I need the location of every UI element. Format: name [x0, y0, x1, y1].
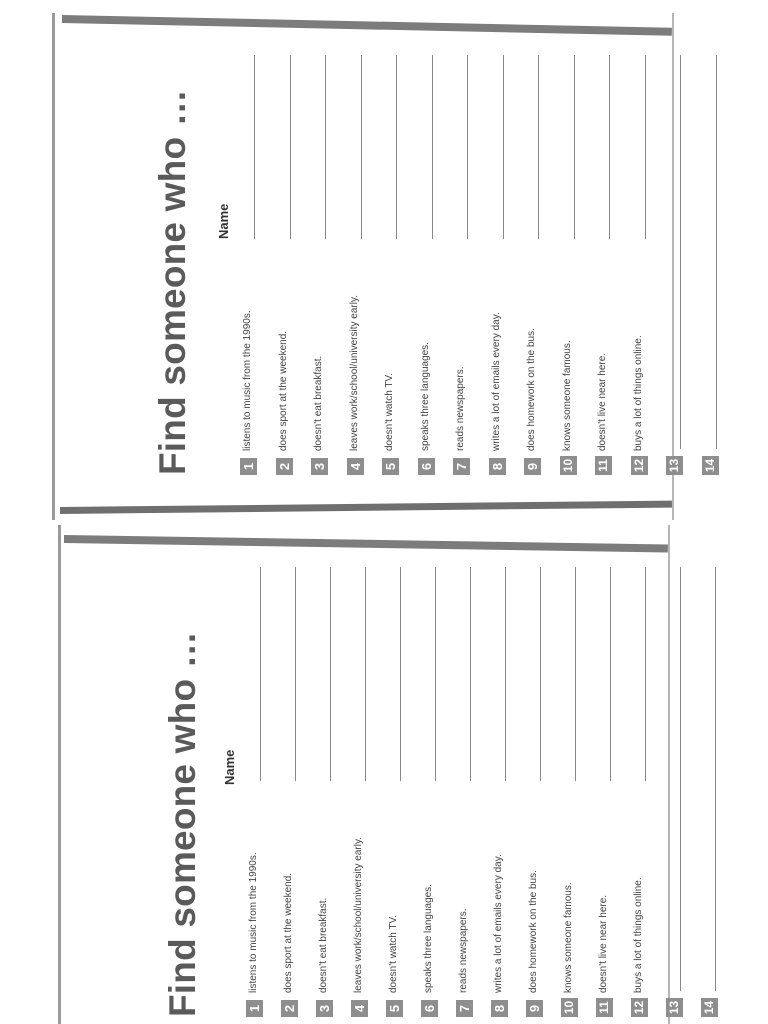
list-item: [240, 55, 260, 475]
answer-line[interactable]: [260, 567, 261, 781]
list-item: [281, 567, 301, 1017]
answer-line[interactable]: [609, 55, 610, 239]
item-prompt: speaks three languages.: [423, 884, 434, 993]
answer-line[interactable]: [538, 55, 539, 239]
item-prompt: listens to music from the 1990s.: [242, 310, 253, 451]
list-item: [701, 567, 721, 1017]
list-item: [421, 567, 441, 1017]
list-item: [311, 55, 331, 475]
answer-line[interactable]: [645, 567, 646, 781]
answer-line[interactable]: [254, 55, 255, 239]
item-number-badge: 2: [281, 1000, 298, 1017]
item-number-badge: 1: [246, 1000, 263, 1017]
list-item: [347, 55, 367, 475]
list-item: [560, 55, 580, 475]
item-prompt: listens to music from the 1990s.: [248, 852, 259, 993]
list-item: [561, 567, 581, 1017]
item-prompt: writes a lot of emails every day.: [493, 854, 504, 993]
item-number-badge: 3: [311, 458, 328, 475]
item-number-badge: 13: [666, 998, 683, 1017]
answer-line[interactable]: [325, 55, 326, 239]
answer-line[interactable]: [467, 55, 468, 239]
list-item: [351, 567, 371, 1017]
list-item: [276, 55, 296, 475]
item-number-badge: 6: [418, 458, 435, 475]
item-prompt: buys a lot of things online.: [633, 877, 644, 993]
answer-line[interactable]: [645, 55, 646, 239]
answer-line[interactable]: [361, 55, 362, 239]
answer-line[interactable]: [295, 567, 296, 781]
item-prompt: doesn't eat breakfast.: [318, 897, 329, 993]
answer-line[interactable]: [715, 567, 716, 991]
list-item: [418, 55, 438, 475]
answer-line[interactable]: [435, 567, 436, 781]
answer-line[interactable]: [716, 55, 717, 449]
sheet-edge: [58, 525, 61, 1024]
list-item: [491, 567, 511, 1017]
answer-line[interactable]: [470, 567, 471, 781]
answer-line[interactable]: [365, 567, 366, 781]
answer-line[interactable]: [505, 567, 506, 781]
answer-line[interactable]: [503, 55, 504, 239]
item-prompt: writes a lot of emails every day.: [490, 312, 502, 451]
item-prompt: does sport at the weekend.: [277, 330, 289, 451]
item-number-badge: 6: [421, 1000, 438, 1017]
item-number-badge: 1: [240, 458, 257, 475]
item-number-badge: 10: [560, 456, 577, 475]
list-item: [246, 567, 266, 1017]
item-number-badge: 5: [386, 1000, 403, 1017]
item-prompt: leaves work/school/university early.: [348, 295, 360, 451]
item-prompt: does homework on the bus.: [528, 870, 539, 993]
item-number-badge: 11: [596, 998, 613, 1017]
item-number-badge: 11: [595, 456, 612, 475]
sheet-edge: [52, 13, 55, 520]
item-number-badge: 7: [456, 1000, 473, 1017]
item-number-badge: 3: [316, 1000, 333, 1017]
top-bar: [62, 15, 672, 36]
list-item: [595, 55, 615, 475]
item-number-badge: 5: [382, 458, 399, 475]
item-number-badge: 13: [666, 456, 683, 475]
list-item: [524, 55, 544, 475]
item-number-badge: 14: [702, 456, 719, 475]
name-column-header: Name: [222, 749, 237, 785]
list-item: [456, 567, 476, 1017]
item-prompt: does homework on the bus.: [526, 328, 537, 451]
list-item: [631, 55, 651, 475]
answer-line[interactable]: [680, 567, 681, 991]
item-number-badge: 8: [489, 458, 506, 475]
list-item: [666, 567, 686, 1017]
answer-line[interactable]: [575, 567, 576, 781]
item-prompt: doesn't watch TV.: [388, 914, 399, 993]
list-item: [453, 55, 473, 475]
answer-line[interactable]: [396, 55, 397, 239]
answer-line[interactable]: [400, 567, 401, 781]
item-number-badge: 12: [631, 998, 648, 1017]
list-item: [382, 55, 402, 475]
item-number-badge: 4: [347, 458, 364, 475]
name-column-header: Name: [216, 203, 231, 239]
item-prompt: reads newspapers.: [458, 908, 469, 993]
item-prompt: buys a lot of things online.: [632, 335, 644, 451]
list-item: [702, 55, 722, 475]
list-item: [316, 567, 336, 1017]
item-number-badge: 2: [276, 458, 293, 475]
item-number-badge: 8: [491, 1000, 508, 1017]
item-prompt: leaves work/school/university early.: [353, 837, 364, 993]
list-item: [386, 567, 406, 1017]
item-number-badge: 12: [631, 456, 648, 475]
top-bar: [64, 535, 668, 552]
answer-line[interactable]: [680, 55, 681, 449]
item-prompt: doesn't eat breakfast.: [313, 355, 324, 451]
worksheet-top: [52, 13, 717, 520]
item-prompt: doesn't live near here.: [597, 352, 608, 451]
worksheet-content: [122, 567, 716, 1017]
list-item: [489, 55, 509, 475]
answer-line[interactable]: [574, 55, 575, 239]
item-prompt: knows someone famous.: [561, 340, 573, 451]
answer-line[interactable]: [432, 55, 433, 239]
item-prompt: doesn't live near here.: [598, 894, 609, 993]
list-item: [631, 567, 651, 1017]
item-number-badge: 7: [453, 458, 470, 475]
bottom-bar: [60, 501, 672, 514]
item-number-badge: 4: [351, 1000, 368, 1017]
item-number-badge: 14: [701, 998, 718, 1017]
item-prompt: knows someone famous.: [563, 882, 574, 993]
item-number-badge: 9: [524, 458, 541, 475]
item-prompt: doesn't watch TV.: [384, 372, 395, 451]
item-prompt: does sport at the weekend.: [283, 872, 294, 993]
item-prompt: speaks three languages.: [419, 342, 431, 451]
page-title: Find someone who …: [152, 89, 193, 475]
item-prompt: reads newspapers.: [455, 366, 466, 451]
answer-line[interactable]: [540, 567, 541, 781]
item-number-badge: 9: [526, 1000, 543, 1017]
list-item: [596, 567, 616, 1017]
worksheet-content: [116, 55, 717, 475]
page-title: Find someone who …: [162, 631, 203, 1017]
list-item: [526, 567, 546, 1017]
answer-line[interactable]: [290, 55, 291, 239]
answer-line[interactable]: [330, 567, 331, 781]
worksheet-bottom: [58, 525, 716, 1024]
item-number-badge: 10: [561, 998, 578, 1017]
list-item: [666, 55, 686, 475]
answer-line[interactable]: [610, 567, 611, 781]
